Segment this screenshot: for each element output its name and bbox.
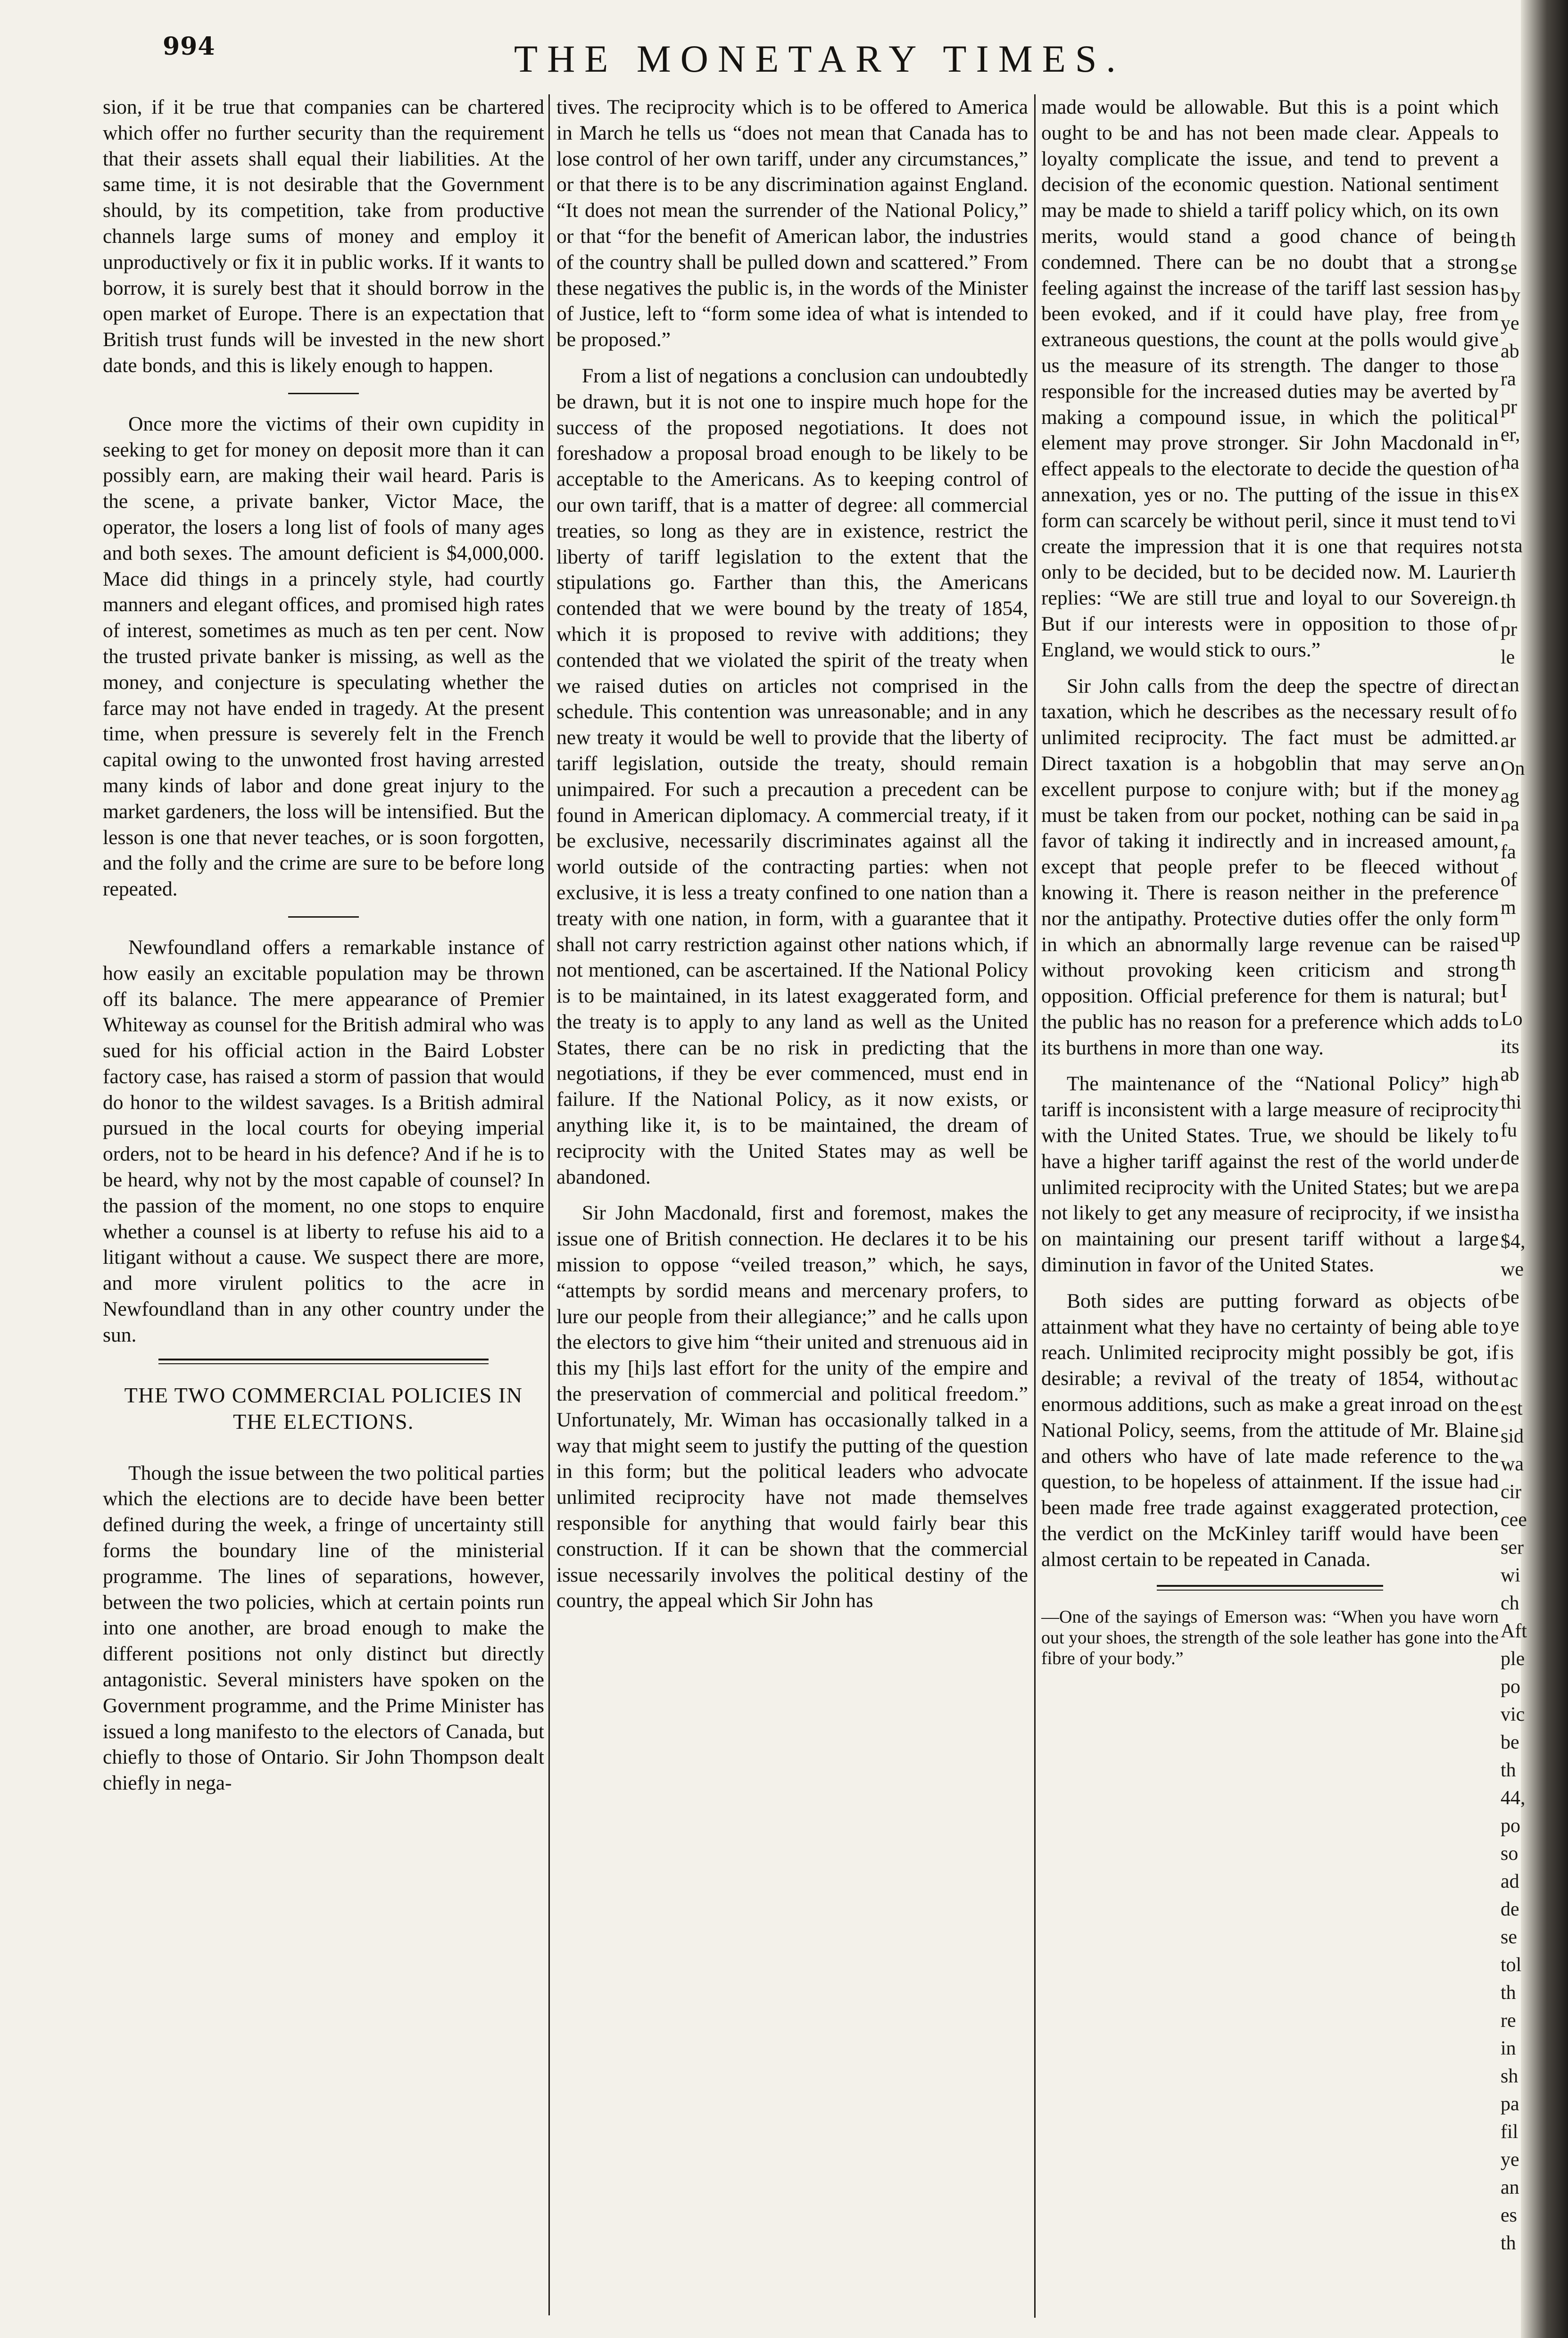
edge-fragment: $4, [1501,1231,1526,1252]
paragraph: made would be allowable. But this is a point which ought to be and has not been made clear. Appeals to loyalty complicate the issue, and tend to prevent a decision of the economic question. National sentiment may be made to shield a tariff policy which, on its own merits, would stand a good chance of being condemned. There can be no doubt that a strong feeling against the increase of the tariff last session has been evoked, and if it could have play, free from extraneous questions, the count at the polls would give us the measure of its strength. The danger to those responsible for the increased duties may be averted by making a compound issue, in which the political element may prove stronger. Sir John Macdonald in effect appeals to the electorate to decide the question of annexation, yes or no. The putting of the issue in this form can scarcely be without peril, since it must tend to create the impression that it is one that requires not only to be decided, but to be decided now. M. Laurier replies: “We are still true and loyal to our Sovereign. But if our interests were in opposition to those of England, we would stick to ours.” [1041,96,1499,661]
edge-fragment: 44, [1501,1787,1526,1809]
paragraph: Newfoundland offers a remarkable instance of how easily an excitable population may be thrown off its balance. The mere appearance of Premier Whiteway as counsel for the British admiral who was sued for his official action in the Baird Lobster factory case, has raised a storm of passion that would do honor to the wildest savages. Is a British admiral pursued in the local courts for obeying imperial orders, not to be heard in his defence? And if he is to be heard, why not by the most capable of counsel? In the passion of the moment, no one stops to enquire whether a counsel is at liberty to refuse his aid to a litigant without a cause. We suspect there are more, and more virulent politics to the acre in Newfoundland than in any other country under the sun. [103,936,544,1346]
edge-fragment: fo [1501,702,1517,724]
edge-fragment: sta [1501,535,1523,557]
edge-fragment: po [1501,1676,1520,1698]
paragraph: The maintenance of the “National Policy” high tariff is inconsistent with a large measure of reciprocity with the United States. True, we should be likely to have a higher tariff against the rest of the world under unlimited reciprocity with the United States; but we are not likely to get any measure of reciprocity, if we insist on maintaining our present tariff without a large diminution in favor of the United States. [1041,1072,1499,1277]
adjacent-page-fragments [1501,226,1529,2282]
edge-fragment: ar [1501,730,1516,752]
edge-fragment: po [1501,1815,1520,1837]
edge-fragment: pr [1501,396,1517,418]
edge-fragment: be [1501,1286,1519,1308]
edge-fragment: Lo [1501,1008,1523,1030]
edge-fragment: se [1501,257,1517,279]
edge-fragment: in [1501,2038,1516,2059]
edge-fragment: wa [1501,1453,1524,1475]
edge-fragment: ple [1501,1648,1525,1670]
edge-fragment: th [1501,953,1516,974]
footnote: —One of the sayings of Emerson was: “When you have worn out your shoes, the strength of the sole leather has gone into the fibre of your body.” [1041,1607,1499,1668]
masthead-title: THE MONETARY TIMES. [514,37,1125,80]
edge-fragment: de [1501,1147,1519,1169]
paragraph: tives. The reciprocity which is to be offered to America in March he tells us “does not mean that Canada has to lose control of her own tariff, under any circumstances,” or that there is to be any discrimination against England. “It does not mean the surrender of the National Policy,” or that “for the benefit of American labor, the industries of the country shall be pulled down and scattered.” From these negatives the public is, in the words of the Minister of Justice, left to “form some idea of what is intended to be proposed.” [556,96,1028,351]
edge-fragment: ye [1501,2149,1519,2171]
edge-fragment: so [1501,1843,1518,1865]
edge-fragment: ad [1501,1871,1519,1892]
column-1 [103,94,544,2311]
edge-fragment: tol [1501,1954,1522,1976]
article-divider [158,1359,489,1364]
edge-fragment: pa [1501,2093,1519,2115]
edge-fragment: ag [1501,786,1519,807]
edge-fragment: er, [1501,424,1520,446]
edge-fragment: up [1501,925,1520,946]
section-divider [288,916,359,918]
edge-fragment: ra [1501,368,1516,390]
column-2 [556,94,1028,2318]
edge-fragment: is [1501,1342,1514,1364]
paragraph: sion, if it be true that companies can be chartered which offer no further security than the requirement that their assets shall equal their liabilities. At the same time, it is not desirable that the Government should, by its competition, take from productive channels large sums of money and employ it unproductively or fix it in public works. If it wants to borrow, it is surely best that it should borrow in the open market of Europe. There is an expectation that British trust funds will be invested in the new short date bonds, and this is likely enough to happen. [103,96,544,377]
paragraph: Both sides are putting forward as objects of attainment what they have no certainty of being able to reach. Unlimited reciprocity might possibly be got, if desirable; a revival of the treaty of 1854, without enormous additions, such as make a great inroad on the National Policy, seems, from the attitude of Mr. Blaine and others who have of late made reference to the question, to be hopeless of attainment. If the issue had been made free trade against exaggerated protection, the verdict on the McKinley tariff would have been almost certain to be repeated in Canada. [1041,1289,1499,1571]
edge-fragment: fa [1501,841,1516,863]
edge-fragment: de [1501,1899,1519,1920]
edge-fragment: ch [1501,1592,1519,1614]
edge-fragment: an [1501,674,1519,696]
edge-fragment: thi [1501,1092,1522,1113]
edge-fragment: ye [1501,313,1519,334]
edge-fragment: th [1501,2232,1516,2254]
edge-fragment: m [1501,897,1516,919]
edge-fragment: I [1501,980,1507,1002]
edge-fragment: le [1501,647,1515,668]
edge-fragment: ser [1501,1537,1524,1559]
edge-fragment: re [1501,2010,1516,2031]
edge-fragment: pa [1501,1175,1519,1197]
paragraph: From a list of negations a conclusion can undoubtedly be drawn, but it is not one to inspire much hope for the success of the proposed negotiations. It does not foreshadow a proposal broad enough to be likely to be acceptable to the Americans. As to keeping control of our own tariff, that is a matter of degree: all commercial treaties, so long as they are in existence, restrict the liberty of tariff legislation to the extent that the stipulations go. Farther than this, the Americans contended that we were bound by the treaty of 1854, which it is proposed to revive with additions; they contended that we violated the spirit of the treaty when we raised duties on articles not comprised in the schedule. This contention was unreasonable; and in any new treaty it would be well to provide that the liberty of tariff legislation, outside the treaty, should remain unimpaired. For such a precaution a precedent can be found in American diplomacy. A commercial treaty, if it be exclusive, necessarily discriminates against all the world outside of the contracting parties: when not exclusive, it is less a treaty confined to one nation than a treaty with one nation, in form, with a guarantee that it shall not carry restriction against other nations which, if not mentioned, can be ascertained. If the National Policy is to be maintained, in its latest exaggerated form, and the treaty is to apply to any land as well as the United States, there can be no risk in predicting that the negotiations, if they be ever commenced, must end in failure. If the National Policy, as it now exists, or anything like it, is to be maintained, the dream of reciprocity with the United States may as well be abandoned. [556,364,1028,1188]
edge-fragment: cir [1501,1481,1522,1503]
edge-fragment: Aft [1501,1620,1527,1642]
edge-fragment: ex [1501,480,1519,501]
edge-fragment: be [1501,1732,1519,1753]
edge-fragment: th [1501,563,1516,585]
article-divider [1157,1585,1383,1591]
column-rule-left [548,94,550,2315]
paragraph: Sir John calls from the deep the spectre of direct taxation, which he describes as the necessary result of unlimited reciprocity. The fact must be admitted. Direct taxation is a hobgoblin that may serve an excellent purpose to conjure with; but if the money must be taken from our pocket, nothing can be said in favor of taking it indirectly and in increased amount, except that people prefer to be fleeced without knowing it. There is reason neither in the preference nor the antipathy. Protective duties offer the only form in which an abnormally large revenue can be raised without provoking keen criticism and strong opposition. Official preference for them is natural; but the public has no reason for a preference which adds to its burthens in more than one way. [1041,674,1499,1059]
edge-fragment: vi [1501,507,1516,529]
edge-fragment: ab [1501,340,1519,362]
edge-fragment: fil [1501,2121,1518,2143]
paragraph: Once more the victims of their own cupidity in seeking to get for money on deposit more than it can possibly earn, are making their wail heard. Paris is the scene, a private banker, Victor Mace, the operator, the losers a long list of fools of many ages and both sexes. The amount deficient is $4,000,000. Mace did things in a princely style, had courtly manners and elegant offices, and promised high rates of interest, sometimes as much as ten per cent. Now the trusted private banker is missing, as well as the money, and conjecture is speculating whether the farce may not have ended in tragedy. At the present time, when pressure is severely felt in the French capital owing to the unwonted frost having arrested many kinds of labor and done great injury to the market gardeners, the loss will be intensified. But the lesson is one that never teaches, or is soon forgotten, and the folly and the crime are sure to be before long repeated. [103,412,544,901]
paragraph: Sir John Macdonald, first and foremost, makes the issue one of British connection. He declares it to be his mission to oppose “veiled treason,” which, he says, “attempts by sordid means and mercenary profers, to lure our people from their allegiance;” and he calls upon the electors to give him “their united and strenuous aid in this my [hi]s last effort for the unity of the empire and the preservation of commercial and political freedom.” Unfortunately, Mr. Wiman has occasionally talked in a way that might seem to justify the putting of the question in this form; but the political leaders who advocate unlimited reciprocity have not made themselves responsible for anything that would fairly bear this construction. If it can be shown that the commercial issue necessarily involves the political destiny of the country, the appeal which Sir John has [556,1202,1028,1612]
paragraph: Though the issue between the two political parties which the elections are to decide have been better defined during the week, a fringe of uncertainty still forms the boundary line of the ministerial programme. The lines of separations, however, between the two policies, which at certain points run into one another, are broad enough to make the different positions not only distinct but directly antagonistic. Several ministers have spoken on the Government programme, and the Prime Minister has issued a long manifesto to the electors of Canada, but chiefly to those of Ontario. Sir John Thompson dealt chiefly in nega- [103,1461,544,1795]
column-rule-right [1034,94,1036,2318]
edge-fragment: th [1501,1982,1516,2004]
edge-fragment: we [1501,1259,1524,1280]
edge-fragment: pa [1501,813,1519,835]
column-3 [1041,94,1499,2318]
edge-fragment: ab [1501,1064,1519,1086]
edge-fragment: th [1501,1759,1516,1781]
edge-fragment: th [1501,229,1516,251]
edge-fragment: ac [1501,1370,1518,1392]
edge-fragment: sh [1501,2065,1518,2087]
edge-fragment: es [1501,2205,1517,2226]
edge-fragment: its [1501,1036,1519,1058]
edge-fragment: fu [1501,1119,1517,1141]
page-number: 994 [163,32,216,61]
edge-fragment: wi [1501,1565,1520,1586]
edge-fragment: by [1501,285,1520,307]
section-divider [288,393,359,394]
edge-fragment: On [1501,758,1525,779]
edge-fragment: pr [1501,619,1517,640]
edge-fragment: sid [1501,1426,1524,1447]
article-heading: THE TWO COMMERCIAL POLICIES IN THE ELECTIONS. [124,1383,523,1434]
edge-fragment: cee [1501,1509,1527,1531]
edge-fragment: vic [1501,1704,1525,1725]
edge-fragment: est [1501,1398,1523,1419]
edge-fragment: se [1501,1926,1517,1948]
edge-fragment: ha [1501,1203,1519,1225]
edge-fragment: an [1501,2177,1519,2198]
edge-fragment: th [1501,591,1516,613]
edge-fragment: ha [1501,452,1519,473]
edge-fragment: ye [1501,1314,1519,1336]
edge-fragment: of [1501,869,1517,891]
